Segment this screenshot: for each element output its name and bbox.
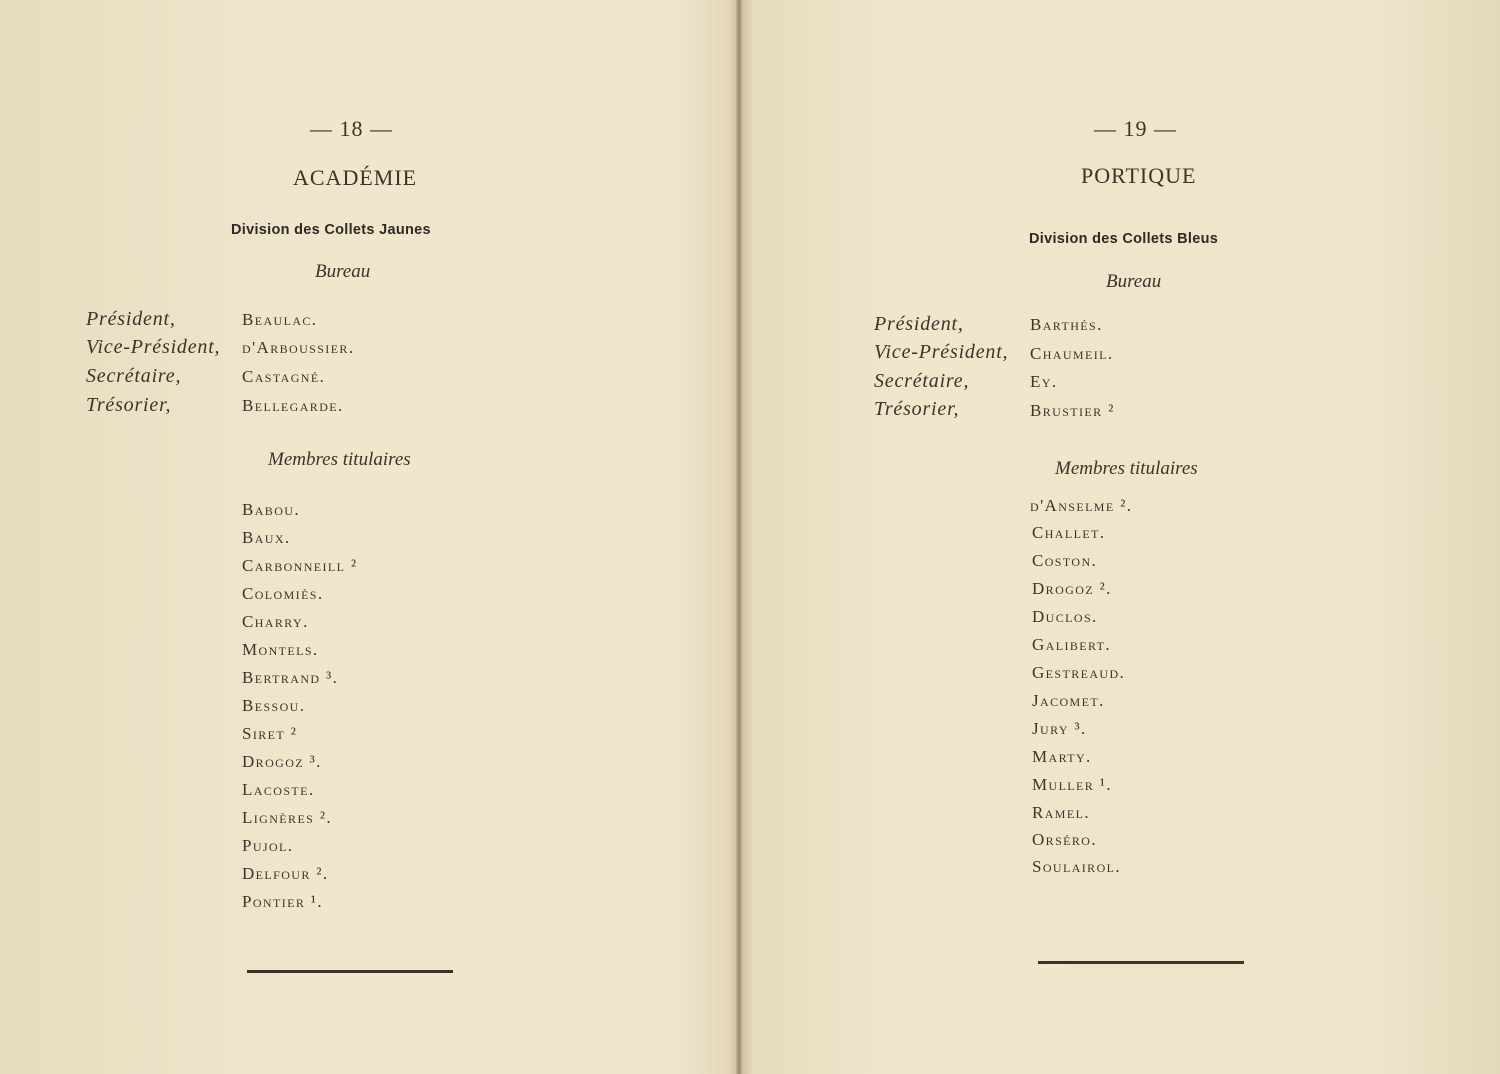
member-name: Bertrand ³. (242, 668, 339, 687)
member-name: Drogoz ². (1032, 579, 1112, 598)
role-label: Président, (874, 313, 964, 335)
page-number: — 19 — (1094, 116, 1177, 141)
role-label: Trésorier, (86, 394, 172, 416)
member-name: Soulairol. (1032, 857, 1122, 876)
role-label: Secrétaire, (874, 370, 970, 392)
member-name: Colomiès. (242, 584, 324, 603)
member-name: Challet. (1032, 523, 1106, 542)
officer-name: Ey. (1030, 372, 1058, 391)
division-title: Division des Collets Bleus (1029, 231, 1219, 247)
page-number: — 18 — (310, 116, 393, 141)
role-label: Secrétaire, (86, 365, 182, 387)
member-name: Pujol. (242, 836, 294, 855)
member-name: Carbonneill ² (242, 556, 358, 575)
left-page (0, 0, 740, 1074)
member-name: Jury ³. (1032, 719, 1087, 738)
officer-name: d'Arboussier. (242, 338, 355, 357)
member-name: Siret ² (242, 724, 298, 743)
member-name: Jacomet. (1032, 691, 1105, 710)
role-label: Président, (86, 308, 176, 330)
member-name: Marty. (1032, 747, 1092, 766)
member-name: Montels. (242, 640, 319, 659)
member-name: Lacoste. (242, 780, 315, 799)
closing-rule (247, 970, 453, 973)
section-heading: PORTIQUE (1081, 163, 1197, 188)
closing-rule (1038, 961, 1244, 964)
bureau-label: Bureau (315, 261, 371, 282)
member-name: Pontier ¹. (242, 892, 324, 911)
members-label: Membres titulaires (1055, 458, 1198, 479)
member-name: Lignères ². (242, 808, 333, 827)
member-name: Babou. (242, 500, 300, 519)
member-name: Galibert. (1032, 635, 1112, 654)
bureau-label: Bureau (1106, 271, 1162, 292)
member-name: Gestreaud. (1032, 663, 1126, 682)
officer-name: Brustier ² (1030, 401, 1115, 420)
officer-name: Chaumeil. (1030, 344, 1114, 363)
role-label: Vice-Président, (86, 336, 221, 358)
member-name: Bessou. (242, 696, 306, 715)
member-name: Coston. (1032, 551, 1098, 570)
officer-name: Bellegarde. (242, 396, 344, 415)
division-title: Division des Collets Jaunes (231, 222, 431, 238)
member-name: Orséro. (1032, 830, 1098, 849)
member-name: Delfour ². (242, 864, 329, 883)
section-heading: ACADÉMIE (293, 165, 418, 190)
officer-name: Barthés. (1030, 315, 1103, 334)
member-name: Charry. (242, 612, 309, 631)
officer-name: Beaulac. (242, 310, 318, 329)
role-label: Trésorier, (874, 398, 960, 420)
member-name: Muller ¹. (1032, 775, 1112, 794)
member-name: d'Anselme ². (1030, 496, 1133, 515)
member-name: Ramel. (1032, 803, 1090, 822)
member-name: Drogoz ³. (242, 752, 322, 771)
right-page (740, 0, 1500, 1074)
member-name: Duclos. (1032, 607, 1098, 626)
role-label: Vice-Président, (874, 341, 1009, 363)
member-name: Baux. (242, 528, 291, 547)
members-label: Membres titulaires (268, 449, 411, 470)
officer-name: Castagné. (242, 367, 326, 386)
